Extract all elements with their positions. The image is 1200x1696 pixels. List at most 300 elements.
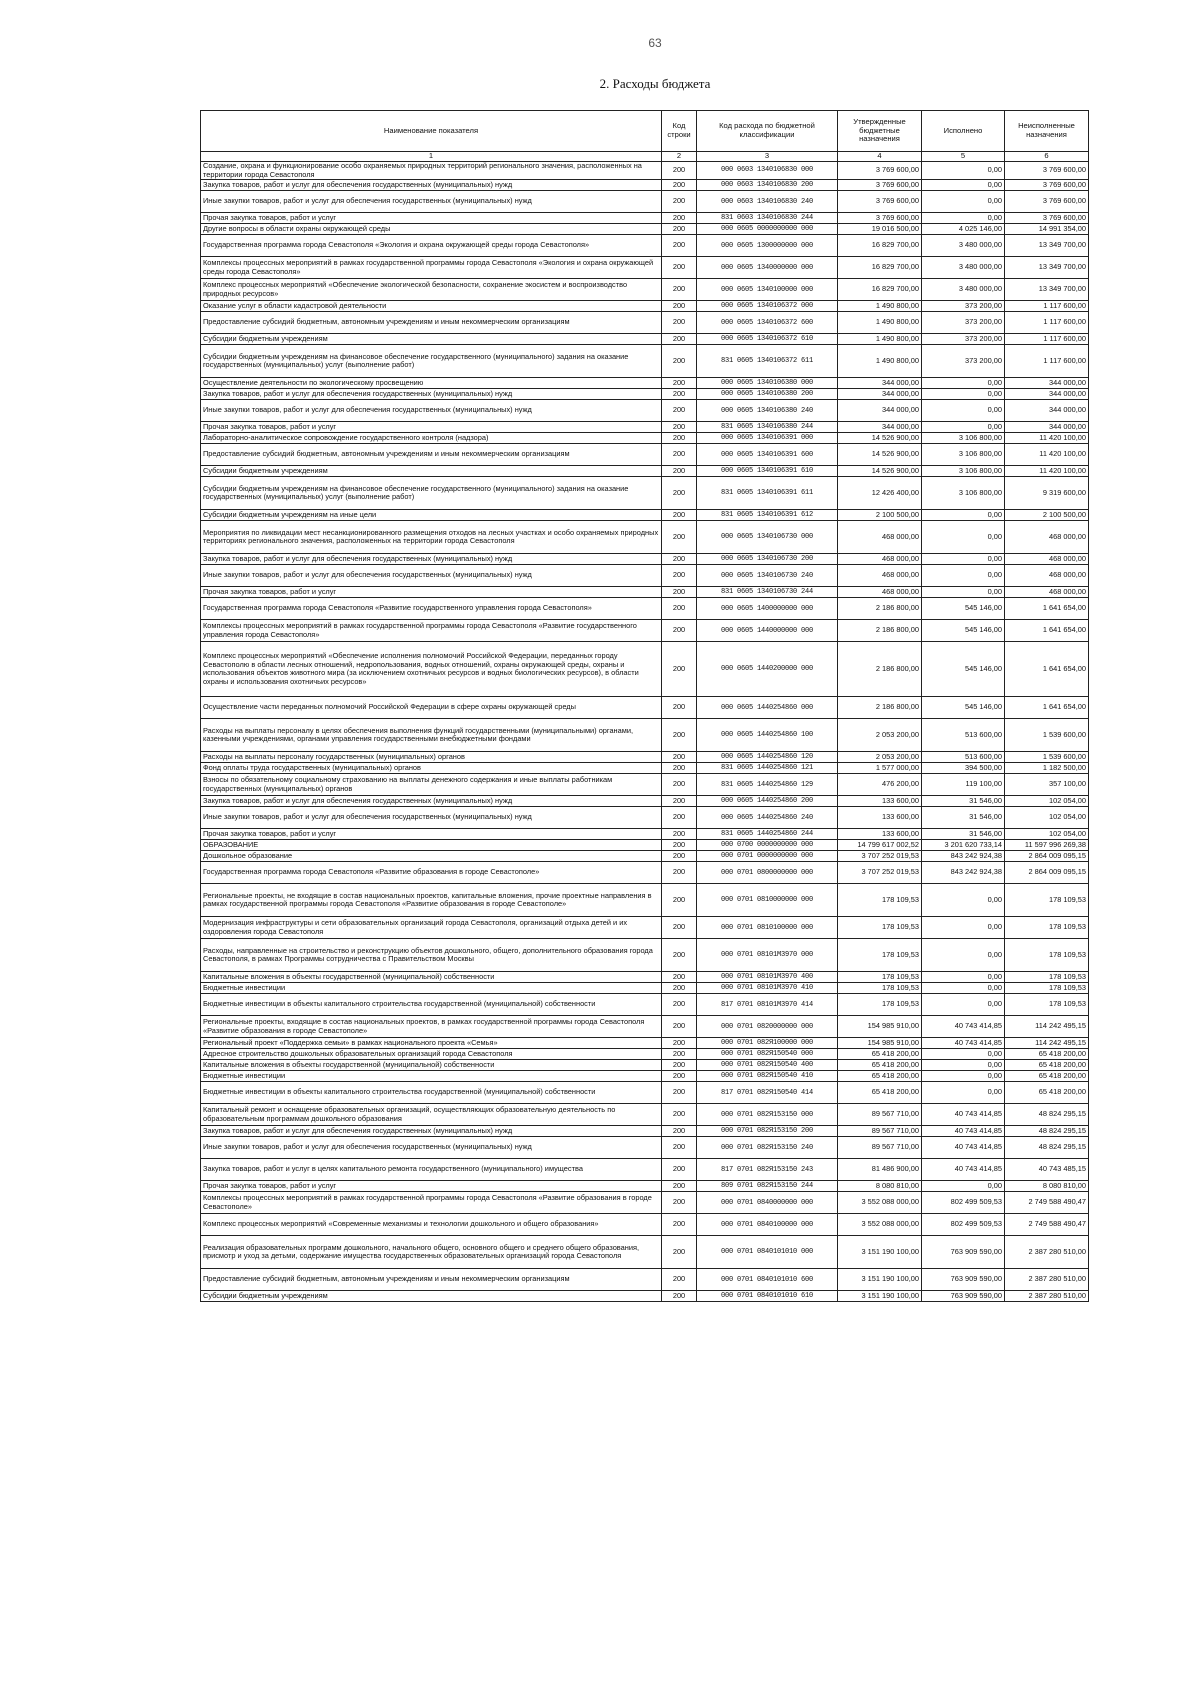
row-line-code: 200 — [662, 972, 697, 983]
row-name: Закупка товаров, работ и услуг в целях капитального ремонта государственного (муниципального) имущества — [201, 1159, 662, 1181]
row-line-code: 200 — [662, 851, 697, 862]
row-name: Иные закупки товаров, работ и услуг для обеспечения государственных (муниципальных) нужд — [201, 807, 662, 829]
table-row — [201, 191, 1089, 213]
row-approved-amount: 3 707 252 019,53 — [838, 862, 922, 884]
row-remaining-amount: 13 349 700,00 — [1005, 257, 1089, 279]
row-line-code: 200 — [662, 1126, 697, 1137]
row-approved-amount: 344 000,00 — [838, 422, 922, 433]
row-remaining-amount: 1 641 654,00 — [1005, 598, 1089, 620]
row-line-code: 200 — [662, 642, 697, 697]
row-line-code: 200 — [662, 1104, 697, 1126]
row-line-code: 200 — [662, 224, 697, 235]
table-row — [201, 829, 1089, 840]
row-approved-amount: 2 186 800,00 — [838, 598, 922, 620]
row-line-code: 200 — [662, 257, 697, 279]
row-classification-code: 000 0701 0810100000 000 — [697, 917, 838, 939]
row-executed-amount: 40 743 414,85 — [922, 1126, 1005, 1137]
row-classification-code: 000 0701 0840101010 000 — [697, 1236, 838, 1269]
table-row — [201, 763, 1089, 774]
table-row — [201, 1060, 1089, 1071]
row-approved-amount: 3 769 600,00 — [838, 191, 922, 213]
row-classification-code: 000 0605 1440254860 120 — [697, 752, 838, 763]
table-row — [201, 697, 1089, 719]
row-approved-amount: 133 600,00 — [838, 796, 922, 807]
column-number: 6 — [1005, 152, 1089, 162]
row-approved-amount: 2 053 200,00 — [838, 752, 922, 763]
row-remaining-amount: 13 349 700,00 — [1005, 279, 1089, 301]
row-line-code: 200 — [662, 334, 697, 345]
row-executed-amount: 373 200,00 — [922, 334, 1005, 345]
row-executed-amount: 763 909 590,00 — [922, 1236, 1005, 1269]
row-remaining-amount: 102 054,00 — [1005, 829, 1089, 840]
row-line-code: 200 — [662, 697, 697, 719]
table-row — [201, 213, 1089, 224]
row-executed-amount: 763 909 590,00 — [922, 1291, 1005, 1302]
column-number: 5 — [922, 152, 1005, 162]
row-approved-amount: 133 600,00 — [838, 829, 922, 840]
row-classification-code: 000 0603 1340106830 000 — [697, 162, 838, 180]
row-remaining-amount: 1 117 600,00 — [1005, 334, 1089, 345]
row-line-code: 200 — [662, 1038, 697, 1049]
table-row — [201, 1214, 1089, 1236]
row-executed-amount: 0,00 — [922, 521, 1005, 554]
row-approved-amount: 178 109,53 — [838, 939, 922, 972]
row-line-code: 200 — [662, 400, 697, 422]
row-line-code: 200 — [662, 1049, 697, 1060]
row-classification-code: 000 0701 082Я153150 000 — [697, 1104, 838, 1126]
row-executed-amount: 394 500,00 — [922, 763, 1005, 774]
row-approved-amount: 12 426 400,00 — [838, 477, 922, 510]
row-name: Другие вопросы в области охраны окружающей среды — [201, 224, 662, 235]
row-line-code: 200 — [662, 565, 697, 587]
table-row — [201, 587, 1089, 598]
row-executed-amount: 40 743 414,85 — [922, 1159, 1005, 1181]
row-approved-amount: 1 490 800,00 — [838, 334, 922, 345]
row-classification-code: 000 0605 1300000000 000 — [697, 235, 838, 257]
table-row — [201, 1192, 1089, 1214]
table-row — [201, 334, 1089, 345]
row-line-code: 200 — [662, 1192, 697, 1214]
row-remaining-amount: 178 109,53 — [1005, 917, 1089, 939]
row-executed-amount: 513 600,00 — [922, 752, 1005, 763]
row-executed-amount: 373 200,00 — [922, 301, 1005, 312]
row-name: Расходы, направленные на строительство и реконструкцию объектов дошкольного, общего, дополнительного образования города Севастополя, в рамках Программы сотрудничества с Правительством Москвы — [201, 939, 662, 972]
row-approved-amount: 81 486 900,00 — [838, 1159, 922, 1181]
row-remaining-amount: 2 864 009 095,15 — [1005, 851, 1089, 862]
row-remaining-amount: 14 991 354,00 — [1005, 224, 1089, 235]
row-line-code: 200 — [662, 796, 697, 807]
row-approved-amount: 3 769 600,00 — [838, 180, 922, 191]
row-approved-amount: 14 526 900,00 — [838, 444, 922, 466]
row-classification-code: 831 0605 1340106372 611 — [697, 345, 838, 378]
row-name: Комплексы процессных мероприятий в рамках государственной программы города Севастополя «Развитие государственного управления города Севастополя» — [201, 620, 662, 642]
row-executed-amount: 0,00 — [922, 994, 1005, 1016]
table-row — [201, 917, 1089, 939]
table-row — [201, 162, 1089, 180]
header-line-code: Код строки — [662, 111, 697, 152]
row-executed-amount: 0,00 — [922, 884, 1005, 917]
row-line-code: 200 — [662, 994, 697, 1016]
row-name: Государственная программа города Севастополя «Развитие государственного управления города Севастополя» — [201, 598, 662, 620]
row-line-code: 200 — [662, 1060, 697, 1071]
row-remaining-amount: 8 080 810,00 — [1005, 1181, 1089, 1192]
row-classification-code: 000 0701 082Я150540 400 — [697, 1060, 838, 1071]
table-row — [201, 774, 1089, 796]
row-name: Капитальные вложения в объекты государственной (муниципальной) собственности — [201, 1060, 662, 1071]
row-executed-amount: 119 100,00 — [922, 774, 1005, 796]
row-approved-amount: 3 552 088 000,00 — [838, 1214, 922, 1236]
row-executed-amount: 513 600,00 — [922, 719, 1005, 752]
table-row — [201, 1269, 1089, 1291]
row-remaining-amount: 1 182 500,00 — [1005, 763, 1089, 774]
row-name: Субсидии бюджетным учреждениям на финансовое обеспечение государственного (муниципального) задания на оказание государственных (муниципальных) услуг (выполнение работ) — [201, 345, 662, 378]
row-classification-code: 000 0605 0000000000 000 — [697, 224, 838, 235]
row-classification-code: 831 0605 1340106391 611 — [697, 477, 838, 510]
table-row — [201, 257, 1089, 279]
row-remaining-amount: 114 242 495,15 — [1005, 1016, 1089, 1038]
row-executed-amount: 763 909 590,00 — [922, 1269, 1005, 1291]
row-executed-amount: 0,00 — [922, 1049, 1005, 1060]
row-executed-amount: 40 743 414,85 — [922, 1104, 1005, 1126]
table-row — [201, 521, 1089, 554]
row-name: Комплекс процессных мероприятий «Современные механизмы и технологии дошкольного и общего образования» — [201, 1214, 662, 1236]
row-line-code: 200 — [662, 1137, 697, 1159]
row-executed-amount: 3 106 800,00 — [922, 444, 1005, 466]
row-approved-amount: 468 000,00 — [838, 521, 922, 554]
row-name: Реализация образовательных программ дошкольного, начального общего, основного общего и среднего общего образования, присмотр и уход за детьми, содержание имущества государственных образовательных организаций города Севастополя — [201, 1236, 662, 1269]
row-classification-code: 831 0605 1340106380 244 — [697, 422, 838, 433]
row-classification-code: 000 0701 08101М3970 000 — [697, 939, 838, 972]
row-classification-code: 000 0605 1440254860 100 — [697, 719, 838, 752]
row-approved-amount: 16 829 700,00 — [838, 279, 922, 301]
row-remaining-amount: 102 054,00 — [1005, 796, 1089, 807]
row-executed-amount: 3 106 800,00 — [922, 466, 1005, 477]
row-classification-code: 000 0605 1340106372 600 — [697, 312, 838, 334]
row-name: Бюджетные инвестиции — [201, 983, 662, 994]
row-executed-amount: 3 201 620 733,14 — [922, 840, 1005, 851]
column-number: 1 — [201, 152, 662, 162]
row-name: Предоставление субсидий бюджетным, автономным учреждениям и иным некоммерческим организациям — [201, 444, 662, 466]
table-row — [201, 235, 1089, 257]
row-name: Взносы по обязательному социальному страхованию на выплаты денежного содержания и иные выплаты работникам государственных (муниципальных) органов — [201, 774, 662, 796]
row-name: Комплекс процессных мероприятий «Обеспечение экологической безопасности, сохранение экосистем и воспроизводство природных ресурсов» — [201, 279, 662, 301]
header-executed: Исполнено — [922, 111, 1005, 152]
row-remaining-amount: 11 420 100,00 — [1005, 433, 1089, 444]
row-name: Прочая закупка товаров, работ и услуг — [201, 829, 662, 840]
row-approved-amount: 89 567 710,00 — [838, 1104, 922, 1126]
row-line-code: 200 — [662, 444, 697, 466]
table-row — [201, 1159, 1089, 1181]
row-approved-amount: 89 567 710,00 — [838, 1137, 922, 1159]
row-classification-code: 000 0701 0820000000 000 — [697, 1016, 838, 1038]
row-line-code: 200 — [662, 1291, 697, 1302]
row-name: Бюджетные инвестиции в объекты капитального строительства государственной (муниципальной) собственности — [201, 994, 662, 1016]
table-row — [201, 444, 1089, 466]
table-row — [201, 378, 1089, 389]
row-remaining-amount: 344 000,00 — [1005, 389, 1089, 400]
row-approved-amount: 14 799 617 002,52 — [838, 840, 922, 851]
row-line-code: 200 — [662, 807, 697, 829]
row-approved-amount: 3 769 600,00 — [838, 162, 922, 180]
row-approved-amount: 14 526 900,00 — [838, 433, 922, 444]
row-executed-amount: 545 146,00 — [922, 642, 1005, 697]
row-line-code: 200 — [662, 1082, 697, 1104]
table-row — [201, 554, 1089, 565]
table-row — [201, 345, 1089, 378]
row-remaining-amount: 9 319 600,00 — [1005, 477, 1089, 510]
row-remaining-amount: 344 000,00 — [1005, 378, 1089, 389]
row-name: Иные закупки товаров, работ и услуг для обеспечения государственных (муниципальных) нужд — [201, 400, 662, 422]
row-classification-code: 000 0605 1340106380 200 — [697, 389, 838, 400]
row-name: Осуществление части переданных полномочий Российской Федерации в сфере охраны окружающей среды — [201, 697, 662, 719]
row-line-code: 200 — [662, 191, 697, 213]
row-name: Модернизация инфраструктуры и сети образовательных организаций города Севастополя, организаций отдыха детей и их оздоровления города Севастополя — [201, 917, 662, 939]
row-name: Закупка товаров, работ и услуг для обеспечения государственных (муниципальных) нужд — [201, 389, 662, 400]
row-line-code: 200 — [662, 466, 697, 477]
row-approved-amount: 3 151 190 100,00 — [838, 1291, 922, 1302]
row-approved-amount: 344 000,00 — [838, 378, 922, 389]
row-remaining-amount: 1 641 654,00 — [1005, 642, 1089, 697]
table-row — [201, 1016, 1089, 1038]
row-classification-code: 817 0701 082Я150540 414 — [697, 1082, 838, 1104]
row-executed-amount: 373 200,00 — [922, 312, 1005, 334]
row-approved-amount: 14 526 900,00 — [838, 466, 922, 477]
row-remaining-amount: 2 387 280 510,00 — [1005, 1269, 1089, 1291]
row-remaining-amount: 468 000,00 — [1005, 587, 1089, 598]
row-classification-code: 000 0701 08101М3970 400 — [697, 972, 838, 983]
row-remaining-amount: 48 824 295,15 — [1005, 1104, 1089, 1126]
column-number: 3 — [697, 152, 838, 162]
row-remaining-amount: 2 100 500,00 — [1005, 510, 1089, 521]
table-header-row — [201, 111, 1089, 152]
table-row — [201, 224, 1089, 235]
row-line-code: 200 — [662, 587, 697, 598]
row-name: Прочая закупка товаров, работ и услуг — [201, 213, 662, 224]
row-approved-amount: 8 080 810,00 — [838, 1181, 922, 1192]
table-row — [201, 1126, 1089, 1137]
row-approved-amount: 65 418 200,00 — [838, 1071, 922, 1082]
row-remaining-amount: 13 349 700,00 — [1005, 235, 1089, 257]
row-remaining-amount: 11 597 996 269,38 — [1005, 840, 1089, 851]
table-row — [201, 796, 1089, 807]
row-name: Субсидии бюджетным учреждениям — [201, 1291, 662, 1302]
row-approved-amount: 2 100 500,00 — [838, 510, 922, 521]
row-classification-code: 000 0701 082Я150540 410 — [697, 1071, 838, 1082]
row-executed-amount: 4 025 146,00 — [922, 224, 1005, 235]
row-name: Мероприятия по ликвидации мест несанкционированного размещения отходов на лесных участках и особо охраняемых природных территориях регионального значения, расположенных на территории города Севастополя — [201, 521, 662, 554]
row-line-code: 200 — [662, 829, 697, 840]
row-name: Субсидии бюджетным учреждениям — [201, 334, 662, 345]
row-executed-amount: 0,00 — [922, 1071, 1005, 1082]
row-name: Государственная программа города Севастополя «Развитие образования в городе Севастополе» — [201, 862, 662, 884]
row-approved-amount: 2 186 800,00 — [838, 620, 922, 642]
row-executed-amount: 31 546,00 — [922, 796, 1005, 807]
row-approved-amount: 1 490 800,00 — [838, 345, 922, 378]
table-row — [201, 433, 1089, 444]
row-approved-amount: 1 490 800,00 — [838, 312, 922, 334]
row-remaining-amount: 2 749 588 490,47 — [1005, 1192, 1089, 1214]
table-row — [201, 1291, 1089, 1302]
page-number: 63 — [648, 36, 662, 50]
row-executed-amount: 802 499 509,53 — [922, 1192, 1005, 1214]
row-name: Субсидии бюджетным учреждениям на иные цели — [201, 510, 662, 521]
row-classification-code: 000 0701 082Я150540 000 — [697, 1049, 838, 1060]
table-row — [201, 180, 1089, 191]
table-row — [201, 389, 1089, 400]
row-remaining-amount: 48 824 295,15 — [1005, 1126, 1089, 1137]
row-remaining-amount: 65 418 200,00 — [1005, 1071, 1089, 1082]
row-line-code: 200 — [662, 840, 697, 851]
row-line-code: 200 — [662, 345, 697, 378]
row-classification-code: 831 0605 1340106391 612 — [697, 510, 838, 521]
row-approved-amount: 178 109,53 — [838, 983, 922, 994]
row-executed-amount: 3 480 000,00 — [922, 235, 1005, 257]
row-classification-code: 831 0605 1440254860 244 — [697, 829, 838, 840]
row-name: Бюджетные инвестиции — [201, 1071, 662, 1082]
row-remaining-amount: 2 387 280 510,00 — [1005, 1236, 1089, 1269]
row-classification-code: 000 0603 1340106830 200 — [697, 180, 838, 191]
row-executed-amount: 40 743 414,85 — [922, 1016, 1005, 1038]
row-executed-amount: 843 242 924,38 — [922, 862, 1005, 884]
row-executed-amount: 40 743 414,85 — [922, 1137, 1005, 1159]
budget-expenses-table — [200, 110, 1089, 1302]
table-row — [201, 1082, 1089, 1104]
row-line-code: 200 — [662, 378, 697, 389]
row-remaining-amount: 178 109,53 — [1005, 972, 1089, 983]
row-executed-amount: 545 146,00 — [922, 697, 1005, 719]
row-approved-amount: 468 000,00 — [838, 565, 922, 587]
row-classification-code: 000 0700 0000000000 000 — [697, 840, 838, 851]
row-classification-code: 000 0701 0840000000 000 — [697, 1192, 838, 1214]
row-executed-amount: 0,00 — [922, 972, 1005, 983]
table-row — [201, 862, 1089, 884]
row-classification-code: 831 0605 1340106730 244 — [697, 587, 838, 598]
table-row — [201, 983, 1089, 994]
header-indicator-name: Наименование показателя — [201, 111, 662, 152]
row-approved-amount: 133 600,00 — [838, 807, 922, 829]
table-row — [201, 422, 1089, 433]
row-classification-code: 000 0605 1340000000 000 — [697, 257, 838, 279]
row-executed-amount: 3 106 800,00 — [922, 477, 1005, 510]
row-remaining-amount: 3 769 600,00 — [1005, 213, 1089, 224]
table-row — [201, 719, 1089, 752]
row-approved-amount: 178 109,53 — [838, 994, 922, 1016]
row-name: Региональные проекты, входящие в состав национальных проектов, в рамках государственной программы города Севастополя «Развитие образования в городе Севастополе» — [201, 1016, 662, 1038]
row-classification-code: 000 0605 1340106380 240 — [697, 400, 838, 422]
row-approved-amount: 154 985 910,00 — [838, 1038, 922, 1049]
table-row — [201, 620, 1089, 642]
table-row — [201, 312, 1089, 334]
row-remaining-amount: 2 749 588 490,47 — [1005, 1214, 1089, 1236]
row-remaining-amount: 114 242 495,15 — [1005, 1038, 1089, 1049]
row-name: Прочая закупка товаров, работ и услуг — [201, 1181, 662, 1192]
row-remaining-amount: 40 743 485,15 — [1005, 1159, 1089, 1181]
row-name: Расходы на выплаты персоналу государственных (муниципальных) органов — [201, 752, 662, 763]
row-executed-amount: 802 499 509,53 — [922, 1214, 1005, 1236]
table-row — [201, 840, 1089, 851]
row-line-code: 200 — [662, 389, 697, 400]
header-approved-appropriations: Утвержденные бюджетные назначения — [838, 111, 922, 152]
table-row — [201, 1049, 1089, 1060]
row-approved-amount: 178 109,53 — [838, 972, 922, 983]
row-approved-amount: 178 109,53 — [838, 884, 922, 917]
row-executed-amount: 0,00 — [922, 1060, 1005, 1071]
row-classification-code: 000 0605 1440200000 000 — [697, 642, 838, 697]
row-executed-amount: 0,00 — [922, 213, 1005, 224]
row-remaining-amount: 3 769 600,00 — [1005, 191, 1089, 213]
row-classification-code: 000 0605 1340106730 000 — [697, 521, 838, 554]
row-remaining-amount: 1 539 600,00 — [1005, 752, 1089, 763]
table-row — [201, 1071, 1089, 1082]
row-line-code: 200 — [662, 279, 697, 301]
row-executed-amount: 0,00 — [922, 378, 1005, 389]
row-remaining-amount: 2 387 280 510,00 — [1005, 1291, 1089, 1302]
row-name: Комплекс процессных мероприятий «Обеспечение исполнения полномочий Российской Федерации, переданных городу Севастополю в области лесных отношений, недропользования, водных отношений, охраны окружающей среды, охраны и использования объектов животного мира (за исключением охотничьих ресурсов и водных биологических ресурсов), в области охраны и использования охотничьих ресурсов» — [201, 642, 662, 697]
row-executed-amount: 0,00 — [922, 554, 1005, 565]
row-remaining-amount: 357 100,00 — [1005, 774, 1089, 796]
row-executed-amount: 373 200,00 — [922, 345, 1005, 378]
row-name: Фонд оплаты труда государственных (муниципальных) органов — [201, 763, 662, 774]
row-classification-code: 000 0701 082Я153150 200 — [697, 1126, 838, 1137]
row-name: Расходы на выплаты персоналу в целях обеспечения выполнения функций государственными (муниципальными) органами, казенными учреждениями, органами управления государственными внебюджетными фондами — [201, 719, 662, 752]
row-executed-amount: 0,00 — [922, 1181, 1005, 1192]
row-line-code: 200 — [662, 763, 697, 774]
row-approved-amount: 476 200,00 — [838, 774, 922, 796]
row-executed-amount: 0,00 — [922, 389, 1005, 400]
row-name: Адресное строительство дошкольных образовательных организаций города Севастополя — [201, 1049, 662, 1060]
row-executed-amount: 0,00 — [922, 400, 1005, 422]
row-remaining-amount: 178 109,53 — [1005, 939, 1089, 972]
row-line-code: 200 — [662, 1269, 697, 1291]
column-number: 2 — [662, 152, 697, 162]
row-classification-code: 000 0605 1340106372 610 — [697, 334, 838, 345]
table-row — [201, 477, 1089, 510]
row-name: Иные закупки товаров, работ и услуг для обеспечения государственных (муниципальных) нужд — [201, 565, 662, 587]
row-classification-code: 000 0605 1440254860 240 — [697, 807, 838, 829]
table-row — [201, 301, 1089, 312]
row-remaining-amount: 468 000,00 — [1005, 554, 1089, 565]
row-approved-amount: 2 186 800,00 — [838, 697, 922, 719]
row-approved-amount: 65 418 200,00 — [838, 1082, 922, 1104]
row-executed-amount: 0,00 — [922, 162, 1005, 180]
row-name: Прочая закупка товаров, работ и услуг — [201, 587, 662, 598]
row-name: Комплексы процессных мероприятий в рамках государственной программы города Севастополя «Экология и охрана окружающей среды города Севастополя» — [201, 257, 662, 279]
row-classification-code: 000 0701 082Я153150 240 — [697, 1137, 838, 1159]
row-name: Региональный проект «Поддержка семьи» в рамках национального проекта «Семья» — [201, 1038, 662, 1049]
row-classification-code: 000 0701 0840101010 610 — [697, 1291, 838, 1302]
row-remaining-amount: 65 418 200,00 — [1005, 1060, 1089, 1071]
row-classification-code: 000 0701 082Я100000 000 — [697, 1038, 838, 1049]
row-remaining-amount: 178 109,53 — [1005, 994, 1089, 1016]
row-remaining-amount: 1 117 600,00 — [1005, 345, 1089, 378]
row-executed-amount: 31 546,00 — [922, 829, 1005, 840]
row-classification-code: 831 0605 1440254860 121 — [697, 763, 838, 774]
table-row — [201, 807, 1089, 829]
row-approved-amount: 65 418 200,00 — [838, 1049, 922, 1060]
table-row — [201, 939, 1089, 972]
row-approved-amount: 65 418 200,00 — [838, 1060, 922, 1071]
row-name: Бюджетные инвестиции в объекты капитального строительства государственной (муниципальной) собственности — [201, 1082, 662, 1104]
row-remaining-amount: 468 000,00 — [1005, 521, 1089, 554]
row-executed-amount: 0,00 — [922, 917, 1005, 939]
row-executed-amount: 843 242 924,38 — [922, 851, 1005, 862]
row-classification-code: 000 0605 1340100000 000 — [697, 279, 838, 301]
row-name: Региональные проекты, не входящие в состав национальных проектов, капитальные вложения, прочие проектные направления в рамках государственной программы города Севастополя «Развитие образования в городе Севастополе» — [201, 884, 662, 917]
row-remaining-amount: 3 769 600,00 — [1005, 180, 1089, 191]
row-executed-amount: 545 146,00 — [922, 598, 1005, 620]
table-row — [201, 598, 1089, 620]
row-remaining-amount: 1 117 600,00 — [1005, 301, 1089, 312]
